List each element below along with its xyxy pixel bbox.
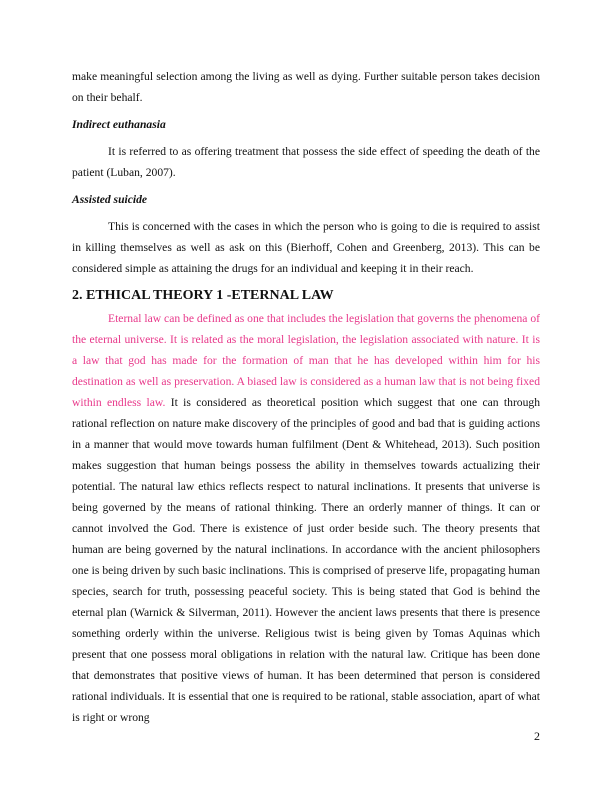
highlighted-text: Eternal law can be defined as one that includes the legislation that governs the phenomena of the eternal universe. It is related as the moral legislation, the legislation associated with nature. It is a law that god has made for the formation of man that he has developed within him for his destination as well as preservation. A biased law is considered as a human law that is not being fixed within endless law.	[72, 312, 540, 409]
eternal-law-paragraph	[72, 308, 540, 728]
indirect-euthanasia-paragraph: It is referred to as offering treatment that possess the side effect of speeding the death of the patient (Luban, 2007).	[72, 145, 540, 179]
continued-paragraph: make meaningful selection among the living as well as dying. Further suitable person takes decision on their behalf.	[72, 70, 540, 104]
page-number: 2	[534, 729, 540, 743]
page-content	[72, 66, 540, 728]
assisted-suicide-heading: Assisted suicide	[72, 193, 148, 206]
section-heading: 2. ETHICAL THEORY 1 -ETERNAL LAW	[72, 288, 334, 303]
assisted-suicide-paragraph: This is concerned with the cases in which the person who is going to die is required to assist in killing themselves as well as ask on this (Bierhoff, Cohen and Greenberg, 2013). This can be considered simple as attaining the drugs for an individual and keeping it in their reach.	[72, 220, 540, 275]
indirect-euthanasia-heading: Indirect euthanasia	[72, 118, 166, 131]
body-text: It is considered as theoretical position which suggest that one can through rational reflection on nature make discovery of the principles of good and bad that is guiding actions in a manner that would move towards human fulfilment (Dent & Whitehead, 2013). Such position makes suggestion that human beings possess the ability in themselves towards actualizing their potential. The natural law ethics reflects respect to natural inclinations. It presents that universe is being governed by the means of rational thinking. There an orderly manner of things. It can or cannot involved the God. There is existence of just order beside such. The theory presents that human are being governed by the natural inclinations. In accordance with the ancient philosophers one is being driven by such basic inclinations. This is comprised of preserve life, propagating human species, search for truth, possessing peaceful society. This is being stated that God is behind the eternal plan (Warnick & Silverman, 2011). However the ancient laws presents that there is presence something orderly within the universe. Religious twist is being given by Tomas Aquinas which present that one possess moral obligations in relation with the natural law. Critique has been done that demonstrates that positive views of human. It has been determined that person is considered rational individuals. It is essential that one is required to be rational, stable association, apart of what is right or wrong	[72, 396, 540, 724]
